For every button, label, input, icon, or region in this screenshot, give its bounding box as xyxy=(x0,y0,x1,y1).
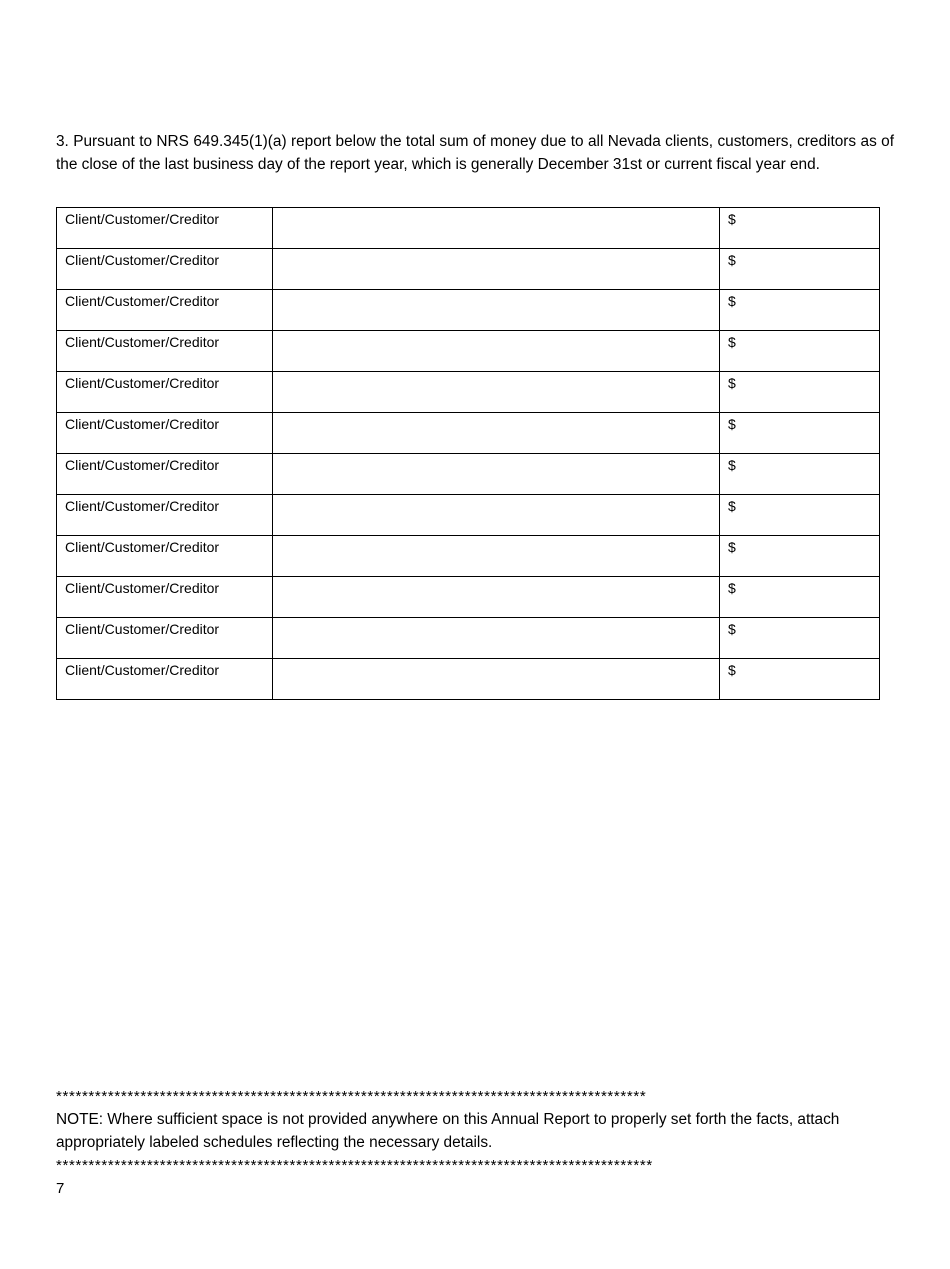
client-customer-creditor-label: Client/Customer/Creditor xyxy=(57,249,273,290)
creditor-name-field[interactable] xyxy=(273,454,720,495)
table-row xyxy=(57,249,880,290)
amount-due-field[interactable]: $ xyxy=(720,413,880,454)
amount-due-field[interactable]: $ xyxy=(720,577,880,618)
table-row xyxy=(57,331,880,372)
creditor-name-field[interactable] xyxy=(273,208,720,249)
table-row xyxy=(57,208,880,249)
client-customer-creditor-label: Client/Customer/Creditor xyxy=(57,536,273,577)
client-customer-creditor-label: Client/Customer/Creditor xyxy=(57,372,273,413)
creditor-name-field[interactable] xyxy=(273,290,720,331)
table-row xyxy=(57,290,880,331)
separator-bottom: ******************************************************************************************** xyxy=(56,1160,653,1172)
amount-due-field[interactable]: $ xyxy=(720,454,880,495)
note-text: NOTE: Where sufficient space is not provided anywhere on this Annual Report to properly set forth the facts, attach appropriately labeled schedules reflecting the necessary details. xyxy=(56,1111,840,1151)
table-row xyxy=(57,413,880,454)
amount-due-field[interactable]: $ xyxy=(720,208,880,249)
creditor-name-field[interactable] xyxy=(273,577,720,618)
table-row xyxy=(57,618,880,659)
table-row xyxy=(57,372,880,413)
client-customer-creditor-label: Client/Customer/Creditor xyxy=(57,208,273,249)
creditor-name-field[interactable] xyxy=(273,536,720,577)
client-customer-creditor-label: Client/Customer/Creditor xyxy=(57,495,273,536)
client-customer-creditor-label: Client/Customer/Creditor xyxy=(57,577,273,618)
creditor-table xyxy=(56,207,880,700)
creditor-table-body xyxy=(57,208,880,700)
amount-due-field[interactable]: $ xyxy=(720,331,880,372)
creditor-name-field[interactable] xyxy=(273,659,720,700)
client-customer-creditor-label: Client/Customer/Creditor xyxy=(57,413,273,454)
amount-due-field[interactable]: $ xyxy=(720,618,880,659)
client-customer-creditor-label: Client/Customer/Creditor xyxy=(57,454,273,495)
amount-due-field[interactable]: $ xyxy=(720,659,880,700)
creditor-name-field[interactable] xyxy=(273,618,720,659)
creditor-name-field[interactable] xyxy=(273,331,720,372)
client-customer-creditor-label: Client/Customer/Creditor xyxy=(57,290,273,331)
table-row xyxy=(57,577,880,618)
section-3-instructions: 3. Pursuant to NRS 649.345(1)(a) report below the total sum of money due to all Nevada clients, customers, creditors as of the close of the last business day of the report year, which is generally December 31st or current fiscal year end. xyxy=(56,133,894,173)
amount-due-field[interactable]: $ xyxy=(720,372,880,413)
table-row xyxy=(57,495,880,536)
client-customer-creditor-label: Client/Customer/Creditor xyxy=(57,618,273,659)
creditor-name-field[interactable] xyxy=(273,413,720,454)
amount-due-field[interactable]: $ xyxy=(720,290,880,331)
client-customer-creditor-label: Client/Customer/Creditor xyxy=(57,659,273,700)
amount-due-field[interactable]: $ xyxy=(720,249,880,290)
creditor-name-field[interactable] xyxy=(273,372,720,413)
creditor-name-field[interactable] xyxy=(273,495,720,536)
page-number: 7 xyxy=(56,1180,65,1197)
client-customer-creditor-label: Client/Customer/Creditor xyxy=(57,331,273,372)
creditor-name-field[interactable] xyxy=(273,249,720,290)
table-row xyxy=(57,454,880,495)
separator-top: ******************************************************************************************* xyxy=(56,1091,647,1103)
amount-due-field[interactable]: $ xyxy=(720,536,880,577)
table-row xyxy=(57,659,880,700)
table-row xyxy=(57,536,880,577)
amount-due-field[interactable]: $ xyxy=(720,495,880,536)
